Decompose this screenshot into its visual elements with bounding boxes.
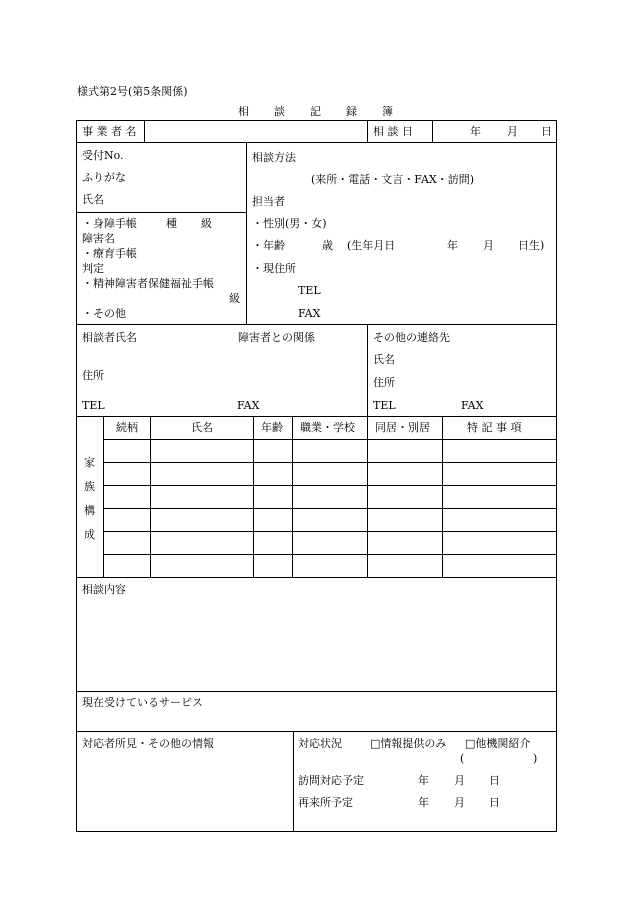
other-contact-label: その他の連絡先 (373, 331, 450, 344)
other-contact-name-label: 氏名 (373, 353, 395, 366)
family-cell-relation[interactable] (105, 487, 148, 506)
tel-label: TEL (298, 284, 321, 297)
current-services-label: 現在受けているサービス (82, 696, 203, 709)
family-cell-cohabitation[interactable] (369, 533, 440, 552)
relation-label: 障害者との関係 (238, 331, 315, 344)
family-cell-occupation[interactable] (294, 441, 365, 460)
family-cell-age[interactable] (255, 464, 290, 483)
current-services-field[interactable] (78, 711, 554, 729)
family-cell-notes[interactable] (444, 441, 554, 460)
family-cell-notes[interactable] (444, 533, 554, 552)
name-label: 氏名 (82, 193, 104, 206)
family-cell-occupation[interactable] (294, 556, 365, 575)
family-cell-relation[interactable] (105, 441, 148, 460)
birth-year: 年 (447, 239, 458, 252)
date-day: 日 (541, 125, 552, 138)
family-cell-age[interactable] (255, 487, 290, 506)
family-cell-age[interactable] (255, 441, 290, 460)
title-char-4: 録 (346, 105, 357, 118)
opinion-label: 対応者所見・その他の情報 (82, 737, 214, 750)
other-contact-fax-label: FAX (461, 399, 484, 412)
consultation-content-label: 相談内容 (82, 583, 126, 596)
family-cell-occupation[interactable] (294, 533, 365, 552)
family-cell-notes[interactable] (444, 556, 554, 575)
judgement-label: 判定 (82, 262, 104, 275)
other-contact-address-label: 住所 (373, 376, 395, 389)
birth-month: 月 (483, 239, 494, 252)
reception-no-label: 受付No. (82, 149, 124, 162)
family-header-age: 年齢 (261, 421, 283, 434)
family-cell-occupation[interactable] (294, 510, 365, 529)
family-cell-age[interactable] (255, 510, 290, 529)
other-contact-tel-label: TEL (373, 399, 396, 412)
rehab-book-label: ・療育手帳 (82, 247, 137, 260)
revisit-plan-label: 再来所予定 (298, 796, 353, 809)
mental-book-label: ・精神障害者保健福祉手帳 (82, 277, 214, 290)
family-cell-name[interactable] (152, 510, 251, 529)
date-year: 年 (470, 125, 481, 138)
consultation-date-field[interactable] (434, 122, 554, 140)
family-cell-occupation[interactable] (294, 487, 365, 506)
family-cell-notes[interactable] (444, 510, 554, 529)
family-cell-cohabitation[interactable] (369, 441, 440, 460)
family-cell-relation[interactable] (105, 533, 148, 552)
consultant-tel-label: TEL (82, 399, 105, 412)
family-cell-notes[interactable] (444, 464, 554, 483)
referral-checkbox[interactable]: □他機関紹介 (465, 737, 531, 750)
method-options: (来所・電話・文言・FAX・訪問) (311, 173, 475, 186)
birth-day: 日生) (518, 239, 545, 252)
business-name-field[interactable] (146, 122, 365, 140)
referral-paren-close: ) (533, 752, 538, 765)
physical-grade-label: 級 (201, 217, 212, 230)
title-char-5: 簿 (382, 105, 393, 118)
revisit-plan-month: 月 (454, 796, 465, 809)
family-cell-notes[interactable] (444, 487, 554, 506)
consultation-date-label: 相 談 日 (373, 125, 413, 138)
family-side-label-1: 家 (84, 456, 95, 469)
physical-book-label: ・身障手帳 (82, 217, 137, 230)
title-char-3: 記 (310, 105, 321, 118)
physical-type-label: 種 (166, 217, 177, 230)
birth-label: (生年月日 (347, 239, 396, 252)
family-side-label-2: 族 (84, 480, 95, 493)
family-cell-relation[interactable] (105, 556, 148, 575)
family-cell-age[interactable] (255, 533, 290, 552)
consultation-content-field[interactable] (78, 598, 554, 689)
referral-paren-open: ( (460, 752, 465, 765)
opinion-field[interactable] (78, 752, 291, 829)
furigana-label: ふりがな (82, 171, 126, 184)
family-header-name: 氏名 (191, 421, 213, 434)
family-cell-name[interactable] (152, 441, 251, 460)
date-month: 月 (507, 125, 518, 138)
family-cell-relation[interactable] (105, 510, 148, 529)
family-cell-name[interactable] (152, 464, 251, 483)
method-label: 相談方法 (252, 151, 296, 164)
title-char-2: 談 (274, 105, 285, 118)
other-cert-label: ・その他 (82, 307, 126, 320)
age-unit: 歳 (322, 239, 333, 252)
consultant-address-label: 住所 (82, 369, 104, 382)
visit-plan-day: 日 (489, 774, 500, 787)
family-cell-occupation[interactable] (294, 464, 365, 483)
consultant-fax-label: FAX (237, 399, 260, 412)
revisit-plan-day: 日 (489, 796, 500, 809)
family-cell-cohabitation[interactable] (369, 556, 440, 575)
business-name-label: 事 業 者 名 (82, 125, 137, 138)
family-header-notes: 特 記 事 項 (467, 421, 522, 434)
family-cell-cohabitation[interactable] (369, 510, 440, 529)
consultant-name-label: 相談者氏名 (82, 331, 137, 344)
fax-label: FAX (298, 307, 321, 320)
family-cell-name[interactable] (152, 487, 251, 506)
visit-plan-label: 訪問対応予定 (298, 774, 364, 787)
form-number: 様式第2号(第5条関係) (77, 85, 188, 98)
family-cell-cohabitation[interactable] (369, 487, 440, 506)
age-label: ・年齢 (252, 239, 285, 252)
family-cell-name[interactable] (152, 556, 251, 575)
response-status-label: 対応状況 (298, 737, 342, 750)
mental-grade-label: 級 (229, 292, 240, 305)
family-cell-relation[interactable] (105, 464, 148, 483)
visit-plan-month: 月 (454, 774, 465, 787)
staff-label: 担当者 (252, 195, 285, 208)
info-only-checkbox[interactable]: □情報提供のみ (370, 737, 447, 750)
visit-plan-year: 年 (418, 774, 429, 787)
family-side-label-3: 構 (84, 504, 95, 517)
family-side-label-4: 成 (84, 528, 95, 541)
family-cell-name[interactable] (152, 533, 251, 552)
disability-name-label: 障害名 (82, 232, 115, 245)
family-header-occupation: 職業・学校 (300, 421, 355, 434)
family-header-cohabitation: 同居・別居 (375, 421, 430, 434)
revisit-plan-year: 年 (418, 796, 429, 809)
sex-label: ・性別(男・女) (252, 217, 327, 230)
title-char-1: 相 (238, 105, 249, 118)
family-cell-age[interactable] (255, 556, 290, 575)
address-label: ・現住所 (252, 262, 296, 275)
family-header-relation: 続柄 (116, 421, 138, 434)
family-cell-cohabitation[interactable] (369, 464, 440, 483)
